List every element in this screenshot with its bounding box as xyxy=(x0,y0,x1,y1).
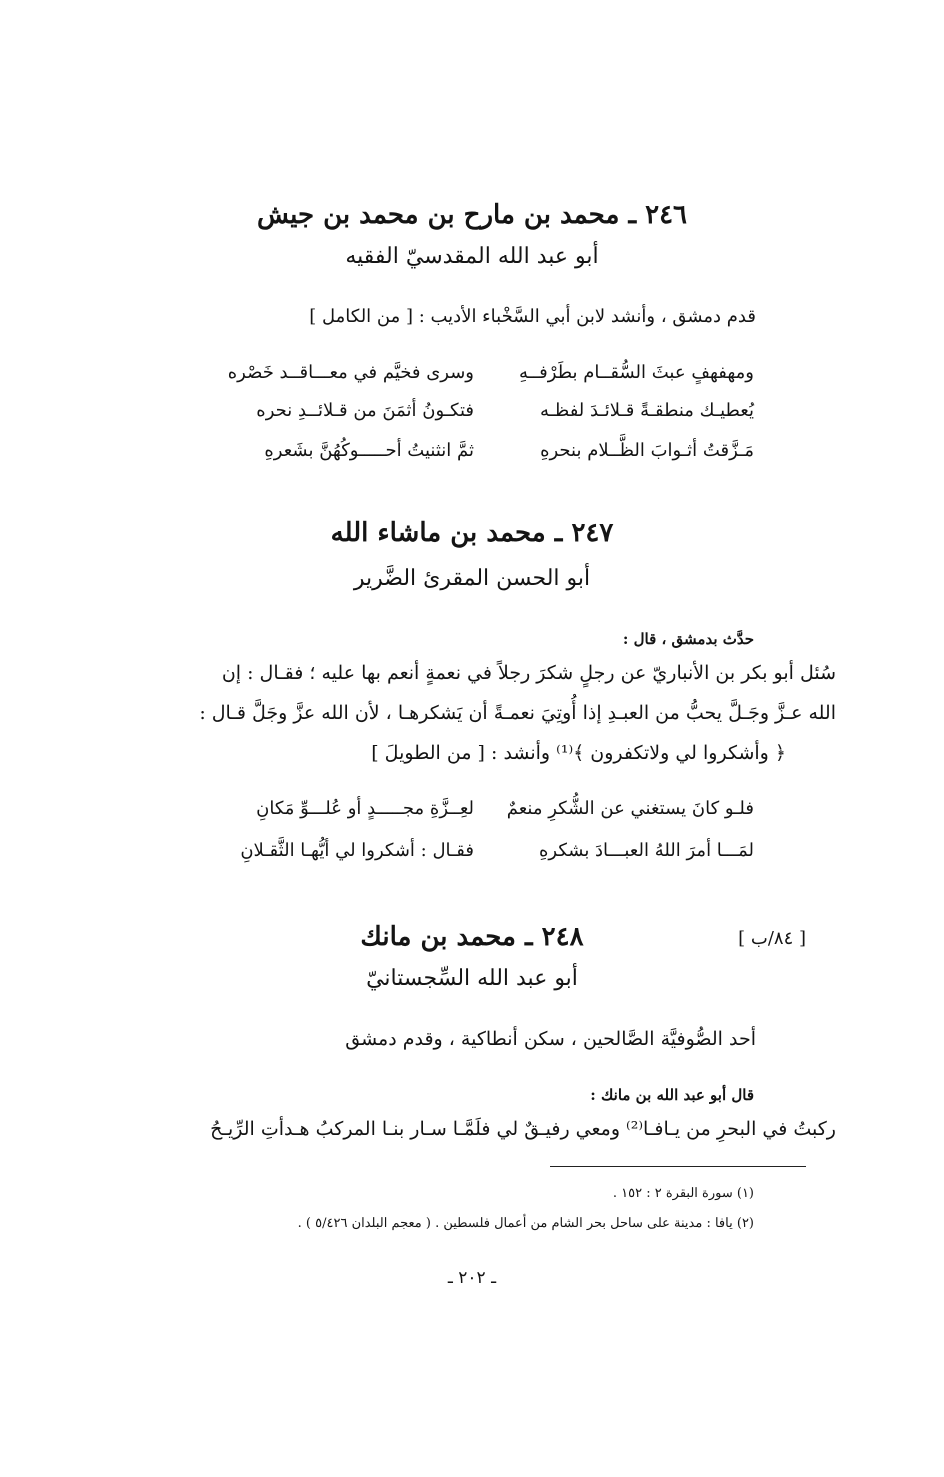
page-number: ـ ٢٠٢ ـ xyxy=(447,1268,497,1288)
entry-247-body-line-1: سُئل أبو بكر بن الأنباريّ عن رجلٍ شكرَ رجلاً في نعمةٍ أنعم بها عليه ؛ فقـال : إن xyxy=(221,662,836,684)
footnote-2: (٢) يافا : مدينة على ساحل بحر الشام من أعمال فلسطين . ( معجم البلدان ٥/٤٢٦ ) . xyxy=(297,1216,754,1231)
entry-246-verse-3-second: ثمَّ انثنيتُ أحـــــوكُهُنَّ بشَعرهِ xyxy=(264,440,474,461)
entry-246-verse-3-first: مَـزَّقتُ أثـوابَ الظَّــلام بنحرهِ xyxy=(540,440,754,461)
entry-247-heading: ٢٤٧ ـ محمد بن ماشاء الله xyxy=(330,518,614,548)
entry-247-narrator: حدَّث بدمشق ، قال : xyxy=(622,630,754,648)
entry-247-body-line-3: ﴿ وأشكروا لي ولاتكفرون ﴾⁽¹⁾ وأنشد : [ من الطويلَ ] xyxy=(371,742,786,764)
entry-247-verse-2-second: فقـال : أشكروا لي أيُّهـا الثَّقـلانِ xyxy=(240,840,474,861)
entry-247-verse-1-second: لعِــزَّةِ مجـــــدٍ أو عُلـــوِّ مَكانِ xyxy=(256,798,474,819)
entry-246-verse-1-first: ومهفهفٍ عبثَ السُّقــام بطَرْفــهِ xyxy=(518,362,754,383)
entry-247-subtitle: أبو الحسن المقرئ الضَّرير xyxy=(353,566,591,591)
entry-248-intro: أحد الصُّوفيَّة الصَّالحين ، سكن أنطاكية ، وقدم دمشق xyxy=(345,1028,756,1050)
entry-247-verse-2-first: لمَـــا أمرَ اللهُ العبـــادَ بشكرهِ xyxy=(538,840,754,861)
folio-marker: [ ٨٤/ب ] xyxy=(738,928,806,949)
entry-246-verse-2-first: يُعطيـك منطقـةً قـلائـدَ لفظـه xyxy=(540,400,754,421)
entry-248-narrator: قال أبو عبد الله بن مانك : xyxy=(590,1086,754,1104)
entry-247-body-line-2: الله عـزَّ وجَـلَّ يحبُّ من العبـدِ إذا أُوتِيَ نعمـةً أن يَشكرهـا ، لأن الله عزَّ وجَلَّ قـال : xyxy=(199,702,836,724)
entry-246-heading: ٢٤٦ ـ محمد بن مارح بن محمد بن جيش xyxy=(256,200,688,230)
footnote-1: (١) سورة البقرة ٢ : ١٥٢ . xyxy=(612,1186,754,1201)
entry-246-verse-2-second: فتكـونُ أثمَنَ من قـلائــدِ نحره xyxy=(256,400,474,421)
entry-246-verse-1-second: وسرى فخيَّم في معـــاقــد خَصْره xyxy=(227,362,474,383)
entry-247-verse-1-first: فلـو كانَ يستغني عن الشُّكرِ منعمٌ xyxy=(506,798,754,819)
entry-248-heading: ٢٤٨ ـ محمد بن مانك xyxy=(360,922,584,952)
entry-246-subtitle: أبو عبد الله المقدسيّ الفقيه xyxy=(345,244,599,269)
entry-248-subtitle: أبو عبد الله السِّجستانيّ xyxy=(366,966,578,991)
footnote-separator xyxy=(550,1166,806,1167)
entry-246-intro: قدم دمشق ، وأنشد لابن أبي السَّخْباء الأديب : [ من الكامل ] xyxy=(309,306,756,327)
entry-248-body-line-1: ركبتُ في البحرِ من يـافـا⁽²⁾ ومعي رفيـقٌ لي فلَمَّـا سـار بنـا المركبُ هـدأتِ الرِّيـحُ xyxy=(210,1118,836,1140)
